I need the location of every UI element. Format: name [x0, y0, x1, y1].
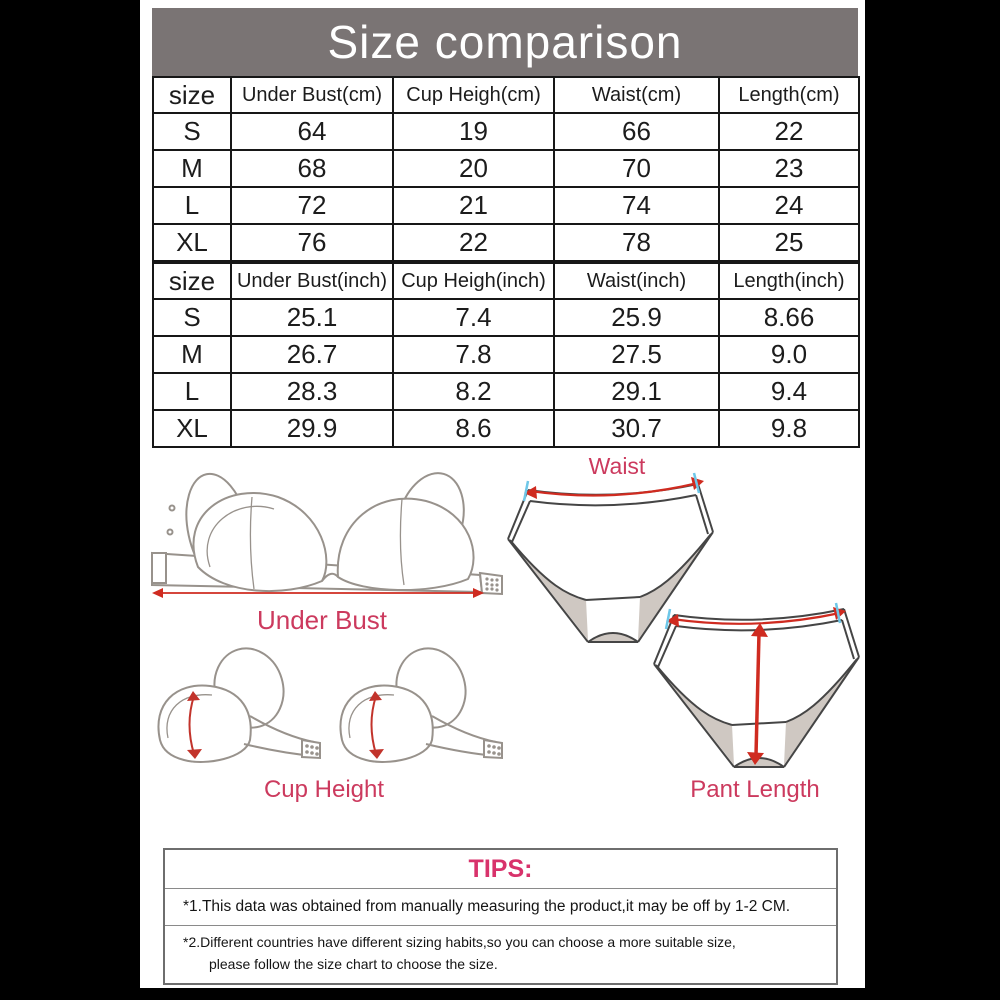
cup-height-label: Cup Height	[263, 776, 385, 803]
value-cell: 9.8	[719, 410, 859, 447]
value-cell: 8.66	[719, 299, 859, 336]
value-cell: 68	[231, 150, 393, 187]
table-row	[153, 150, 859, 187]
pant-length-label: Pant Length	[690, 776, 820, 803]
cm-header-row	[153, 77, 859, 113]
value-cell: 7.8	[393, 336, 554, 373]
value-cell: 28.3	[231, 373, 393, 410]
tip-item-2-line-2: please follow the size chart to choose the size.	[209, 956, 498, 972]
table-row	[153, 336, 859, 373]
panty-waist-diagram	[508, 484, 713, 642]
col-header: Length(cm)	[719, 77, 859, 113]
value-cell: 26.7	[231, 336, 393, 373]
value-cell: 30.7	[554, 410, 719, 447]
value-cell: 8.6	[393, 410, 554, 447]
col-header: Length(inch)	[719, 262, 859, 299]
tip-item-2	[165, 926, 836, 983]
value-cell: 29.9	[231, 410, 393, 447]
size-cell: L	[153, 187, 231, 224]
table-row	[153, 373, 859, 410]
content-panel	[140, 0, 865, 988]
value-cell: 24	[719, 187, 859, 224]
col-header: Under Bust(inch)	[231, 262, 393, 299]
size-cell: S	[153, 299, 231, 336]
value-cell: 25	[719, 224, 859, 262]
size-cell: XL	[153, 410, 231, 447]
waist-label: Waist	[588, 453, 646, 479]
value-cell: 72	[231, 187, 393, 224]
under-bust-label: Under Bust	[256, 605, 388, 635]
page-title: Size comparison	[327, 16, 683, 68]
table-row	[153, 113, 859, 150]
value-cell: 25.9	[554, 299, 719, 336]
size-comparison-table	[152, 76, 860, 448]
tip-item-1: *1.This data was obtained from manually measuring the product,it may be off by 1-2 CM.	[165, 889, 836, 926]
inch-header-row	[153, 262, 859, 299]
value-cell: 21	[393, 187, 554, 224]
value-cell: 22	[393, 224, 554, 262]
bra-side-diagram-2	[340, 640, 502, 762]
measurement-diagrams	[140, 435, 865, 835]
tips-box	[163, 848, 838, 985]
pant-length-arrow	[747, 623, 768, 765]
value-cell: 9.4	[719, 373, 859, 410]
size-cell: M	[153, 150, 231, 187]
value-cell: 78	[554, 224, 719, 262]
value-cell: 27.5	[554, 336, 719, 373]
value-cell: 25.1	[231, 299, 393, 336]
size-cell: XL	[153, 224, 231, 262]
size-cell: M	[153, 336, 231, 373]
value-cell: 19	[393, 113, 554, 150]
value-cell: 70	[554, 150, 719, 187]
value-cell: 7.4	[393, 299, 554, 336]
value-cell: 66	[554, 113, 719, 150]
value-cell: 64	[231, 113, 393, 150]
value-cell: 76	[231, 224, 393, 262]
col-header: Under Bust(cm)	[231, 77, 393, 113]
value-cell: 29.1	[554, 373, 719, 410]
title-bar	[152, 8, 858, 76]
table-row	[153, 299, 859, 336]
bra-side-diagram-1	[158, 640, 320, 762]
col-header-size: size	[153, 262, 231, 299]
col-header-size: size	[153, 77, 231, 113]
value-cell: 23	[719, 150, 859, 187]
value-cell: 22	[719, 113, 859, 150]
tip-item-2-line-1: *2.Different countries have different sizing habits,so you can choose a more suitable size,	[183, 934, 736, 950]
col-header: Waist(inch)	[554, 262, 719, 299]
value-cell: 20	[393, 150, 554, 187]
size-cell: L	[153, 373, 231, 410]
col-header: Cup Heigh(inch)	[393, 262, 554, 299]
value-cell: 74	[554, 187, 719, 224]
table-row	[153, 187, 859, 224]
col-header: Waist(cm)	[554, 77, 719, 113]
value-cell: 9.0	[719, 336, 859, 373]
tips-heading: TIPS:	[165, 850, 836, 889]
table-row	[153, 224, 859, 262]
value-cell: 8.2	[393, 373, 554, 410]
col-header: Cup Heigh(cm)	[393, 77, 554, 113]
size-cell: S	[153, 113, 231, 150]
bra-front-diagram	[152, 465, 502, 598]
